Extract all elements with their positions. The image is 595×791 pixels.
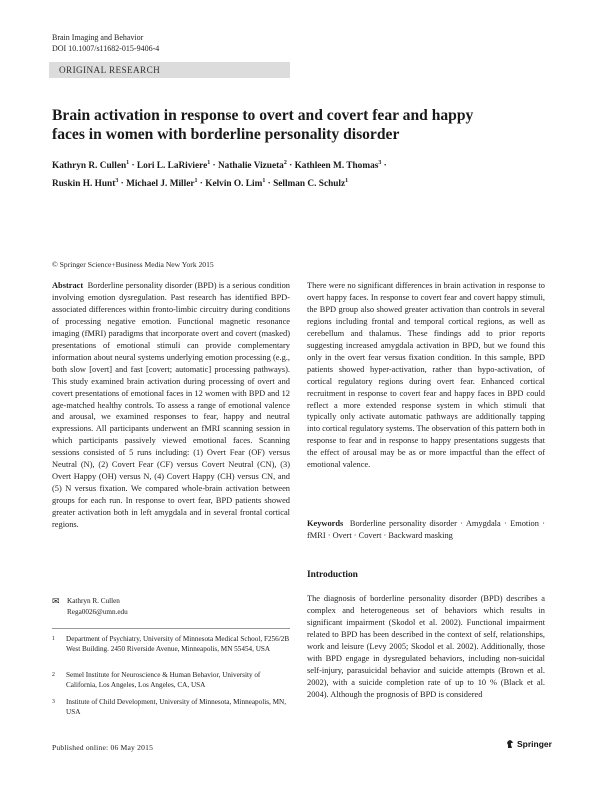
article-type-label: ORIGINAL RESEARCH xyxy=(59,65,161,75)
affiliation-text: Semel Institute for Neuroscience & Human Behavior, University of California, Los Angeles, Los Angeles, CA, USA xyxy=(66,671,261,689)
abstract-left-column xyxy=(52,280,290,531)
author-name: Nathalie Vizueta xyxy=(217,161,284,171)
abstract-label: Abstract xyxy=(52,281,84,290)
journal-header xyxy=(52,32,159,54)
title-line-2: faces in women with borderline personality disorder xyxy=(52,126,400,143)
author-list xyxy=(52,156,552,192)
abstract-right-column xyxy=(307,280,545,471)
affiliation-2 xyxy=(52,670,292,692)
author-name: Kathryn R. Cullen xyxy=(52,161,127,171)
author-affiliation-mark: 3 xyxy=(115,178,119,184)
author-name: Sellman C. Schulz xyxy=(273,179,346,189)
affiliation-1 xyxy=(52,634,292,668)
affiliation-divider xyxy=(52,628,290,629)
affiliation-text: Institute of Child Development, University of Minnesota, Minneapolis, MN, USA xyxy=(66,698,286,716)
author-line-1 xyxy=(52,156,552,174)
affiliation-text: Department of Psychiatry, University of Minnesota Medical School, F256/2B West Building. 2450 Riverside Avenue, Minneapolis, MN 55454, USA xyxy=(66,635,290,653)
introduction-text: The diagnosis of borderline personality disorder (BPD) describes a complex and heterogeneous set of behaviors which results in significant impairment (Skodol et al. 2002). Functional impairment related to BPD has been described in the context of self, relationships, work and leisure (Levy 2005; Skodol et al. 2002). Additionally, those with BPD engage in dysregulated behaviors, including non-suicidal self-injury, parasuicidal behavior and suicide attempts (Brown et al. 2002), with a suicide completion rate of up to 10 % (Black et al. 2004). Although the prognosis of BPD is considered xyxy=(307,594,545,699)
article-title xyxy=(52,106,522,144)
author-name: Kelvin O. Lim xyxy=(205,179,263,189)
author-separator: · xyxy=(381,161,387,171)
author-separator: · xyxy=(118,179,127,189)
affiliation-number: 1 xyxy=(52,636,55,642)
correspondence-name: Kathryn R. Cullen xyxy=(67,597,120,605)
author-separator: · xyxy=(129,161,137,171)
author-name: Michael J. Miller xyxy=(126,179,195,189)
author-affiliation-mark: 1 xyxy=(262,178,266,184)
envelope-icon: ✉ xyxy=(52,596,60,606)
correspondence xyxy=(52,596,282,620)
article-type-banner xyxy=(49,62,290,78)
correspondence-email[interactable]: Rega0026@umn.edu xyxy=(67,608,128,616)
copyright-notice: © Springer Science+Business Media New York 2015 xyxy=(52,260,214,269)
author-separator: · xyxy=(286,161,295,171)
journal-name: Brain Imaging and Behavior xyxy=(52,33,144,42)
affiliation-number: 3 xyxy=(52,699,55,705)
introduction-body xyxy=(307,593,545,701)
affiliation-number: 2 xyxy=(52,672,55,678)
author-affiliation-mark: 1 xyxy=(126,160,130,166)
published-online: Published online: 06 May 2015 xyxy=(52,743,154,752)
author-affiliation-mark: 1 xyxy=(345,178,349,184)
publisher-name: Springer xyxy=(517,739,552,749)
doi: DOI 10.1007/s11682-015-9406-4 xyxy=(52,44,160,53)
springer-horse-icon xyxy=(506,739,514,749)
author-separator: · xyxy=(265,179,274,189)
author-affiliation-mark: 1 xyxy=(194,178,198,184)
author-separator: · xyxy=(197,179,206,189)
abstract-continued: There were no significant differences in brain activation in response to overt happy faces. In response to covert fear and covert happy stimuli, the BPD group also showed greater activation than controls in several regions including frontal and temporal cortical regions, as well as cerebellum and thalamus. These findings add to prior reports suggesting increased amygdala activation in BPD, but we found this only in the overt fear versus fixation condition. In this sample, BPD patients showed hyper-activation, rather than hypo-activation, of cortical regulatory regions during overt fear. Enhanced cortical recruitment in response to covert fear and happy faces in BPD could reflect a more extended response system in which stimuli that typically only activate automatic pathways are additionally tapping into cortical regulatory systems. The observation of this pattern both in response to fear and in response to happy presentations suggests that the effect of arousal may be as or more impactful than the effect of emotional valence. xyxy=(307,281,545,470)
author-affiliation-mark: 2 xyxy=(283,160,287,166)
author-separator: · xyxy=(210,161,218,171)
title-line-1: Brain activation in response to overt and covert fear and happy xyxy=(52,107,474,124)
keywords-text: Borderline personality disorder · Amygdala · Emotion · fMRI · Overt · Covert · Backward masking xyxy=(307,519,546,540)
author-name: Kathleen M. Thomas xyxy=(294,161,379,171)
introduction-heading: Introduction xyxy=(307,570,358,580)
keywords-label: Keywords xyxy=(307,519,344,528)
author-name: Lori L. LaRiviere xyxy=(136,161,208,171)
publisher-logo xyxy=(506,739,552,749)
author-line-2 xyxy=(52,174,552,192)
affiliation-3 xyxy=(52,697,292,719)
keywords xyxy=(307,518,545,542)
author-name: Ruskin H. Hunt xyxy=(52,179,116,189)
abstract-text: Borderline personality disorder (BPD) is a serious condition involving emotion dysregulation. Past research has identified BPD-associated differences within fronto-limbic circuitry during conditions of processing negative emotion. Functional magnetic resonance imaging (fMRI) paradigms that incorporate overt and covert (masked) presentations of emotional stimuli can provide complementary information about neural systems underlying emotion processing (e.g., both slow [overt] and fast [covert; automatic] processing pathways). This study examined brain activation during processing of overt and covert presentations of emotional faces in 12 women with BPD and 12 age-matched healthy controls. To assess a range of emotional valence and arousal, we examined responses to fear, happy and neutral expressions. All participants underwent an fMRI scanning session in which participants passively viewed emotional faces. Scanning sessions consisted of 5 runs including: (1) Overt Fear (OF) versus Neutral (N), (2) Covert Fear (CF) versus Covert Neutral (CN), (3) Overt Happy (OH) versus N, (4) Covert Happy (CH) versus CN, and (5) N versus fixation. We compared whole-brain activation between groups for each run. In response to overt fear, BPD patients showed greater activation both in left amygdala and in several frontal cortical regions. xyxy=(52,281,290,530)
author-affiliation-mark: 1 xyxy=(207,160,211,166)
author-affiliation-mark: 3 xyxy=(378,160,382,166)
